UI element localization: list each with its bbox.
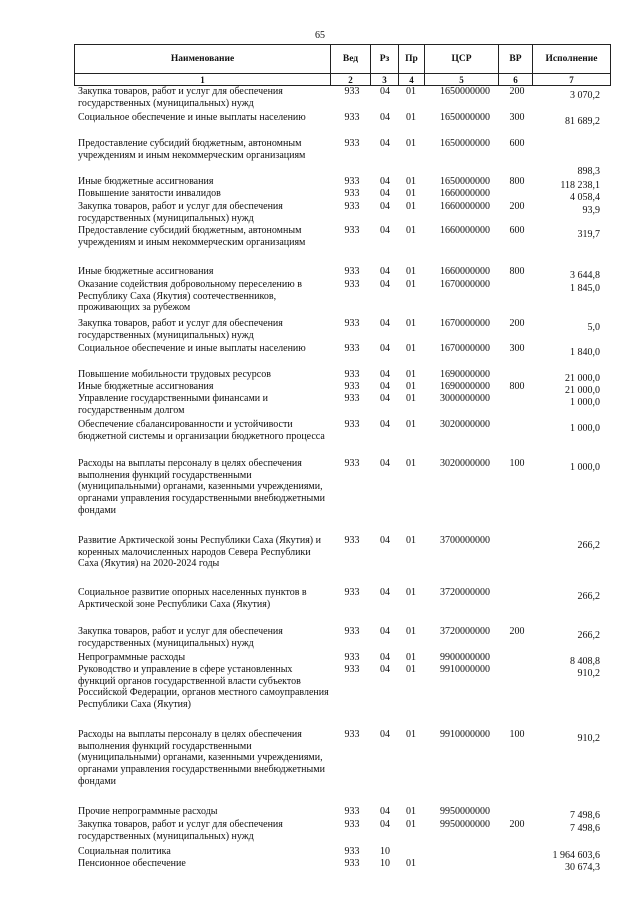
- row-amount: 266,2: [577, 630, 600, 641]
- row-amount: 81 689,2: [565, 116, 600, 127]
- row-name: Руководство и управление в сфере установленных функций органов государственной власти субъектов Российской Федерации, органов местного самоуправления Республики Саха (Якутия): [78, 664, 329, 711]
- row-pr: 01: [406, 188, 416, 199]
- row-vr: 300: [509, 112, 525, 123]
- page-number: 65: [315, 30, 325, 41]
- row-amount: 910,2: [577, 668, 600, 679]
- row-pr: 01: [406, 458, 416, 469]
- row-name: Социальное обеспечение и иные выплаты населению: [78, 343, 306, 354]
- row-name: Закупка товаров, работ и услуг для обеспечения государственных (муниципальных) нужд: [78, 318, 283, 341]
- row-pr: 01: [406, 369, 416, 380]
- row-ved: 933: [344, 225, 360, 236]
- col-pr-header: Пр: [399, 45, 425, 74]
- row-amount: 910,2: [577, 733, 600, 744]
- row-pr: 01: [406, 318, 416, 329]
- row-name: Иные бюджетные ассигнования: [78, 381, 214, 392]
- row-ved: 933: [344, 858, 360, 869]
- row-rz: 04: [380, 819, 390, 830]
- row-amount: 266,2: [577, 591, 600, 602]
- row-ved: 933: [344, 279, 360, 290]
- row-csr: 1650000000: [440, 176, 490, 187]
- row-csr: 3720000000: [440, 626, 490, 637]
- row-csr: 9950000000: [440, 806, 490, 817]
- row-csr: 3000000000: [440, 393, 490, 404]
- row-ved: 933: [344, 369, 360, 380]
- row-amount: 1 840,0: [570, 347, 600, 358]
- row-rz: 04: [380, 279, 390, 290]
- row-amount: 118 238,1: [560, 180, 600, 191]
- row-ved: 933: [344, 626, 360, 637]
- row-rz: 04: [380, 201, 390, 212]
- col-csr-header: ЦСР: [425, 45, 499, 74]
- row-name: Расходы на выплаты персоналу в целях обеспечения выполнения функций государственными (муниципальными) органами, казенными учреждениями, органами управления государственными внебюджетными фондами: [78, 458, 325, 516]
- row-name: Закупка товаров, работ и услуг для обеспечения государственных (муниципальных) нужд: [78, 626, 283, 649]
- row-pr: 01: [406, 652, 416, 663]
- row-rz: 04: [380, 664, 390, 675]
- row-amount: 4 058,4: [570, 192, 600, 203]
- row-ved: 933: [344, 458, 360, 469]
- row-pr: 01: [406, 201, 416, 212]
- row-pr: 01: [406, 393, 416, 404]
- row-pr: 01: [406, 138, 416, 149]
- row-vr: 200: [509, 819, 525, 830]
- row-vr: 200: [509, 318, 525, 329]
- row-rz: 10: [380, 846, 390, 857]
- row-rz: 04: [380, 652, 390, 663]
- row-ved: 933: [344, 535, 360, 546]
- row-pr: 01: [406, 729, 416, 740]
- row-pr: 01: [406, 176, 416, 187]
- row-rz: 04: [380, 381, 390, 392]
- row-csr: 1660000000: [440, 225, 490, 236]
- row-ved: 933: [344, 652, 360, 663]
- row-pr: 01: [406, 279, 416, 290]
- row-rz: 04: [380, 587, 390, 598]
- row-csr: 1670000000: [440, 279, 490, 290]
- row-csr: 1650000000: [440, 138, 490, 149]
- row-vr: 600: [509, 138, 525, 149]
- row-amount: 21 000,0: [565, 385, 600, 396]
- row-ved: 933: [344, 343, 360, 354]
- row-ved: 933: [344, 846, 360, 857]
- row-pr: 01: [406, 819, 416, 830]
- row-ved: 933: [344, 381, 360, 392]
- row-rz: 04: [380, 176, 390, 187]
- col-index: 4: [399, 74, 425, 86]
- row-vr: 800: [509, 176, 525, 187]
- row-pr: 01: [406, 419, 416, 430]
- col-index: 6: [499, 74, 533, 86]
- row-csr: 3720000000: [440, 587, 490, 598]
- row-name: Закупка товаров, работ и услуг для обеспечения государственных (муниципальных) нужд: [78, 201, 283, 224]
- row-ved: 933: [344, 201, 360, 212]
- row-rz: 04: [380, 458, 390, 469]
- row-amount: 21 000,0: [565, 373, 600, 384]
- row-name: Развитие Арктической зоны Республики Саха (Якутия) и коренных малочисленных народов Севера Республики Саха (Якутия) на 2020-2024 годы: [78, 535, 321, 570]
- row-name: Расходы на выплаты персоналу в целях обеспечения выполнения функций государственными (муниципальными) органами, казенными учреждениями, органами управления государственными внебюджетными фондами: [78, 729, 325, 787]
- col-index: 1: [75, 74, 331, 86]
- row-amount: 3 070,2: [570, 90, 600, 101]
- col-index: 7: [533, 74, 611, 86]
- row-csr: 3020000000: [440, 419, 490, 430]
- row-csr: 9910000000: [440, 729, 490, 740]
- row-csr: 3700000000: [440, 535, 490, 546]
- row-vr: 200: [509, 201, 525, 212]
- row-name: Социальное развитие опорных населенных пунктов в Арктической зоне Республики Саха (Якутия): [78, 587, 307, 610]
- col-rz-header: Рз: [371, 45, 399, 74]
- row-ved: 933: [344, 176, 360, 187]
- row-rz: 04: [380, 626, 390, 637]
- row-pr: 01: [406, 225, 416, 236]
- row-rz: 04: [380, 419, 390, 430]
- row-csr: 3020000000: [440, 458, 490, 469]
- row-rz: 04: [380, 369, 390, 380]
- row-amount: 93,9: [582, 205, 600, 216]
- row-name: Оказание содействия добровольному переселению в Республику Саха (Якутия) соотечественников, проживающих за рубежом: [78, 279, 302, 314]
- row-csr: 1650000000: [440, 112, 490, 123]
- row-rz: 04: [380, 188, 390, 199]
- row-name: Пенсионное обеспечение: [78, 858, 186, 869]
- row-rz: 04: [380, 806, 390, 817]
- row-name: Обеспечение сбалансированности и устойчивости бюджетной системы и организации бюджетного процесса: [78, 419, 325, 442]
- row-ved: 933: [344, 806, 360, 817]
- row-name: Прочие непрограммные расходы: [78, 806, 218, 817]
- row-amount: 30 674,3: [565, 862, 600, 873]
- row-csr: 1690000000: [440, 369, 490, 380]
- row-rz: 04: [380, 225, 390, 236]
- col-index: 2: [331, 74, 371, 86]
- row-pr: 01: [406, 535, 416, 546]
- row-vr: 300: [509, 343, 525, 354]
- row-pr: 01: [406, 626, 416, 637]
- row-name: Повышение занятости инвалидов: [78, 188, 221, 199]
- row-rz: 10: [380, 858, 390, 869]
- row-vr: 600: [509, 225, 525, 236]
- row-rz: 04: [380, 535, 390, 546]
- row-amount: 5,0: [587, 322, 600, 333]
- row-name: Предоставление субсидий бюджетным, автономным учреждениям и иным некоммерческим организациям: [78, 225, 306, 248]
- col-index: 3: [371, 74, 399, 86]
- row-ved: 933: [344, 266, 360, 277]
- col-amount-header: Исполнение: [533, 45, 611, 74]
- row-ved: 933: [344, 587, 360, 598]
- row-vr: 800: [509, 381, 525, 392]
- row-csr: 9910000000: [440, 664, 490, 675]
- row-pr: 01: [406, 112, 416, 123]
- row-csr: 9950000000: [440, 819, 490, 830]
- row-name: Повышение мобильности трудовых ресурсов: [78, 369, 271, 380]
- col-ved-header: Вед: [331, 45, 371, 74]
- row-csr: 1660000000: [440, 266, 490, 277]
- row-pr: 01: [406, 343, 416, 354]
- row-vr: 200: [509, 626, 525, 637]
- row-amount: 898,3: [577, 166, 600, 177]
- row-rz: 04: [380, 393, 390, 404]
- row-amount: 1 000,0: [570, 397, 600, 408]
- col-name-header: Наименование: [75, 45, 331, 74]
- row-name: Непрограммные расходы: [78, 652, 186, 663]
- row-name: Закупка товаров, работ и услуг для обеспечения государственных (муниципальных) нужд: [78, 86, 283, 109]
- row-ved: 933: [344, 188, 360, 199]
- row-pr: 01: [406, 266, 416, 277]
- row-vr: 200: [509, 86, 525, 97]
- row-csr: 1660000000: [440, 201, 490, 212]
- row-amount: 1 000,0: [570, 462, 600, 473]
- row-pr: 01: [406, 86, 416, 97]
- row-ved: 933: [344, 664, 360, 675]
- row-ved: 933: [344, 112, 360, 123]
- row-rz: 04: [380, 318, 390, 329]
- row-csr: 1660000000: [440, 188, 490, 199]
- row-ved: 933: [344, 729, 360, 740]
- row-amount: 266,2: [577, 540, 600, 551]
- row-ved: 933: [344, 419, 360, 430]
- row-name: Закупка товаров, работ и услуг для обеспечения государственных (муниципальных) нужд: [78, 819, 283, 842]
- row-amount: 7 498,6: [570, 823, 600, 834]
- row-amount: 319,7: [577, 229, 600, 240]
- row-amount: 7 498,6: [570, 810, 600, 821]
- row-csr: 1650000000: [440, 86, 490, 97]
- row-rz: 04: [380, 343, 390, 354]
- col-vr-header: ВР: [499, 45, 533, 74]
- row-amount: 3 644,8: [570, 270, 600, 281]
- row-ved: 933: [344, 393, 360, 404]
- row-amount: 1 964 603,6: [552, 850, 600, 861]
- row-name: Иные бюджетные ассигнования: [78, 176, 214, 187]
- row-ved: 933: [344, 819, 360, 830]
- row-name: Социальная политика: [78, 846, 171, 857]
- row-name: Управление государственными финансами и государственным долгом: [78, 393, 268, 416]
- row-rz: 04: [380, 266, 390, 277]
- row-vr: 800: [509, 266, 525, 277]
- row-rz: 04: [380, 729, 390, 740]
- row-rz: 04: [380, 86, 390, 97]
- row-vr: 100: [509, 458, 525, 469]
- row-ved: 933: [344, 138, 360, 149]
- row-ved: 933: [344, 86, 360, 97]
- col-index: 5: [425, 74, 499, 86]
- row-rz: 04: [380, 112, 390, 123]
- row-vr: 100: [509, 729, 525, 740]
- row-rz: 04: [380, 138, 390, 149]
- row-ved: 933: [344, 318, 360, 329]
- row-pr: 01: [406, 381, 416, 392]
- row-csr: 1670000000: [440, 343, 490, 354]
- row-name: Предоставление субсидий бюджетным, автономным учреждениям и иным некоммерческим организациям: [78, 138, 306, 161]
- row-pr: 01: [406, 806, 416, 817]
- row-csr: 1690000000: [440, 381, 490, 392]
- row-amount: 8 408,8: [570, 656, 600, 667]
- row-pr: 01: [406, 587, 416, 598]
- row-amount: 1 845,0: [570, 283, 600, 294]
- row-pr: 01: [406, 664, 416, 675]
- row-pr: 01: [406, 858, 416, 869]
- row-amount: 1 000,0: [570, 423, 600, 434]
- row-name: Иные бюджетные ассигнования: [78, 266, 214, 277]
- row-csr: 9900000000: [440, 652, 490, 663]
- row-name: Социальное обеспечение и иные выплаты населению: [78, 112, 306, 123]
- row-csr: 1670000000: [440, 318, 490, 329]
